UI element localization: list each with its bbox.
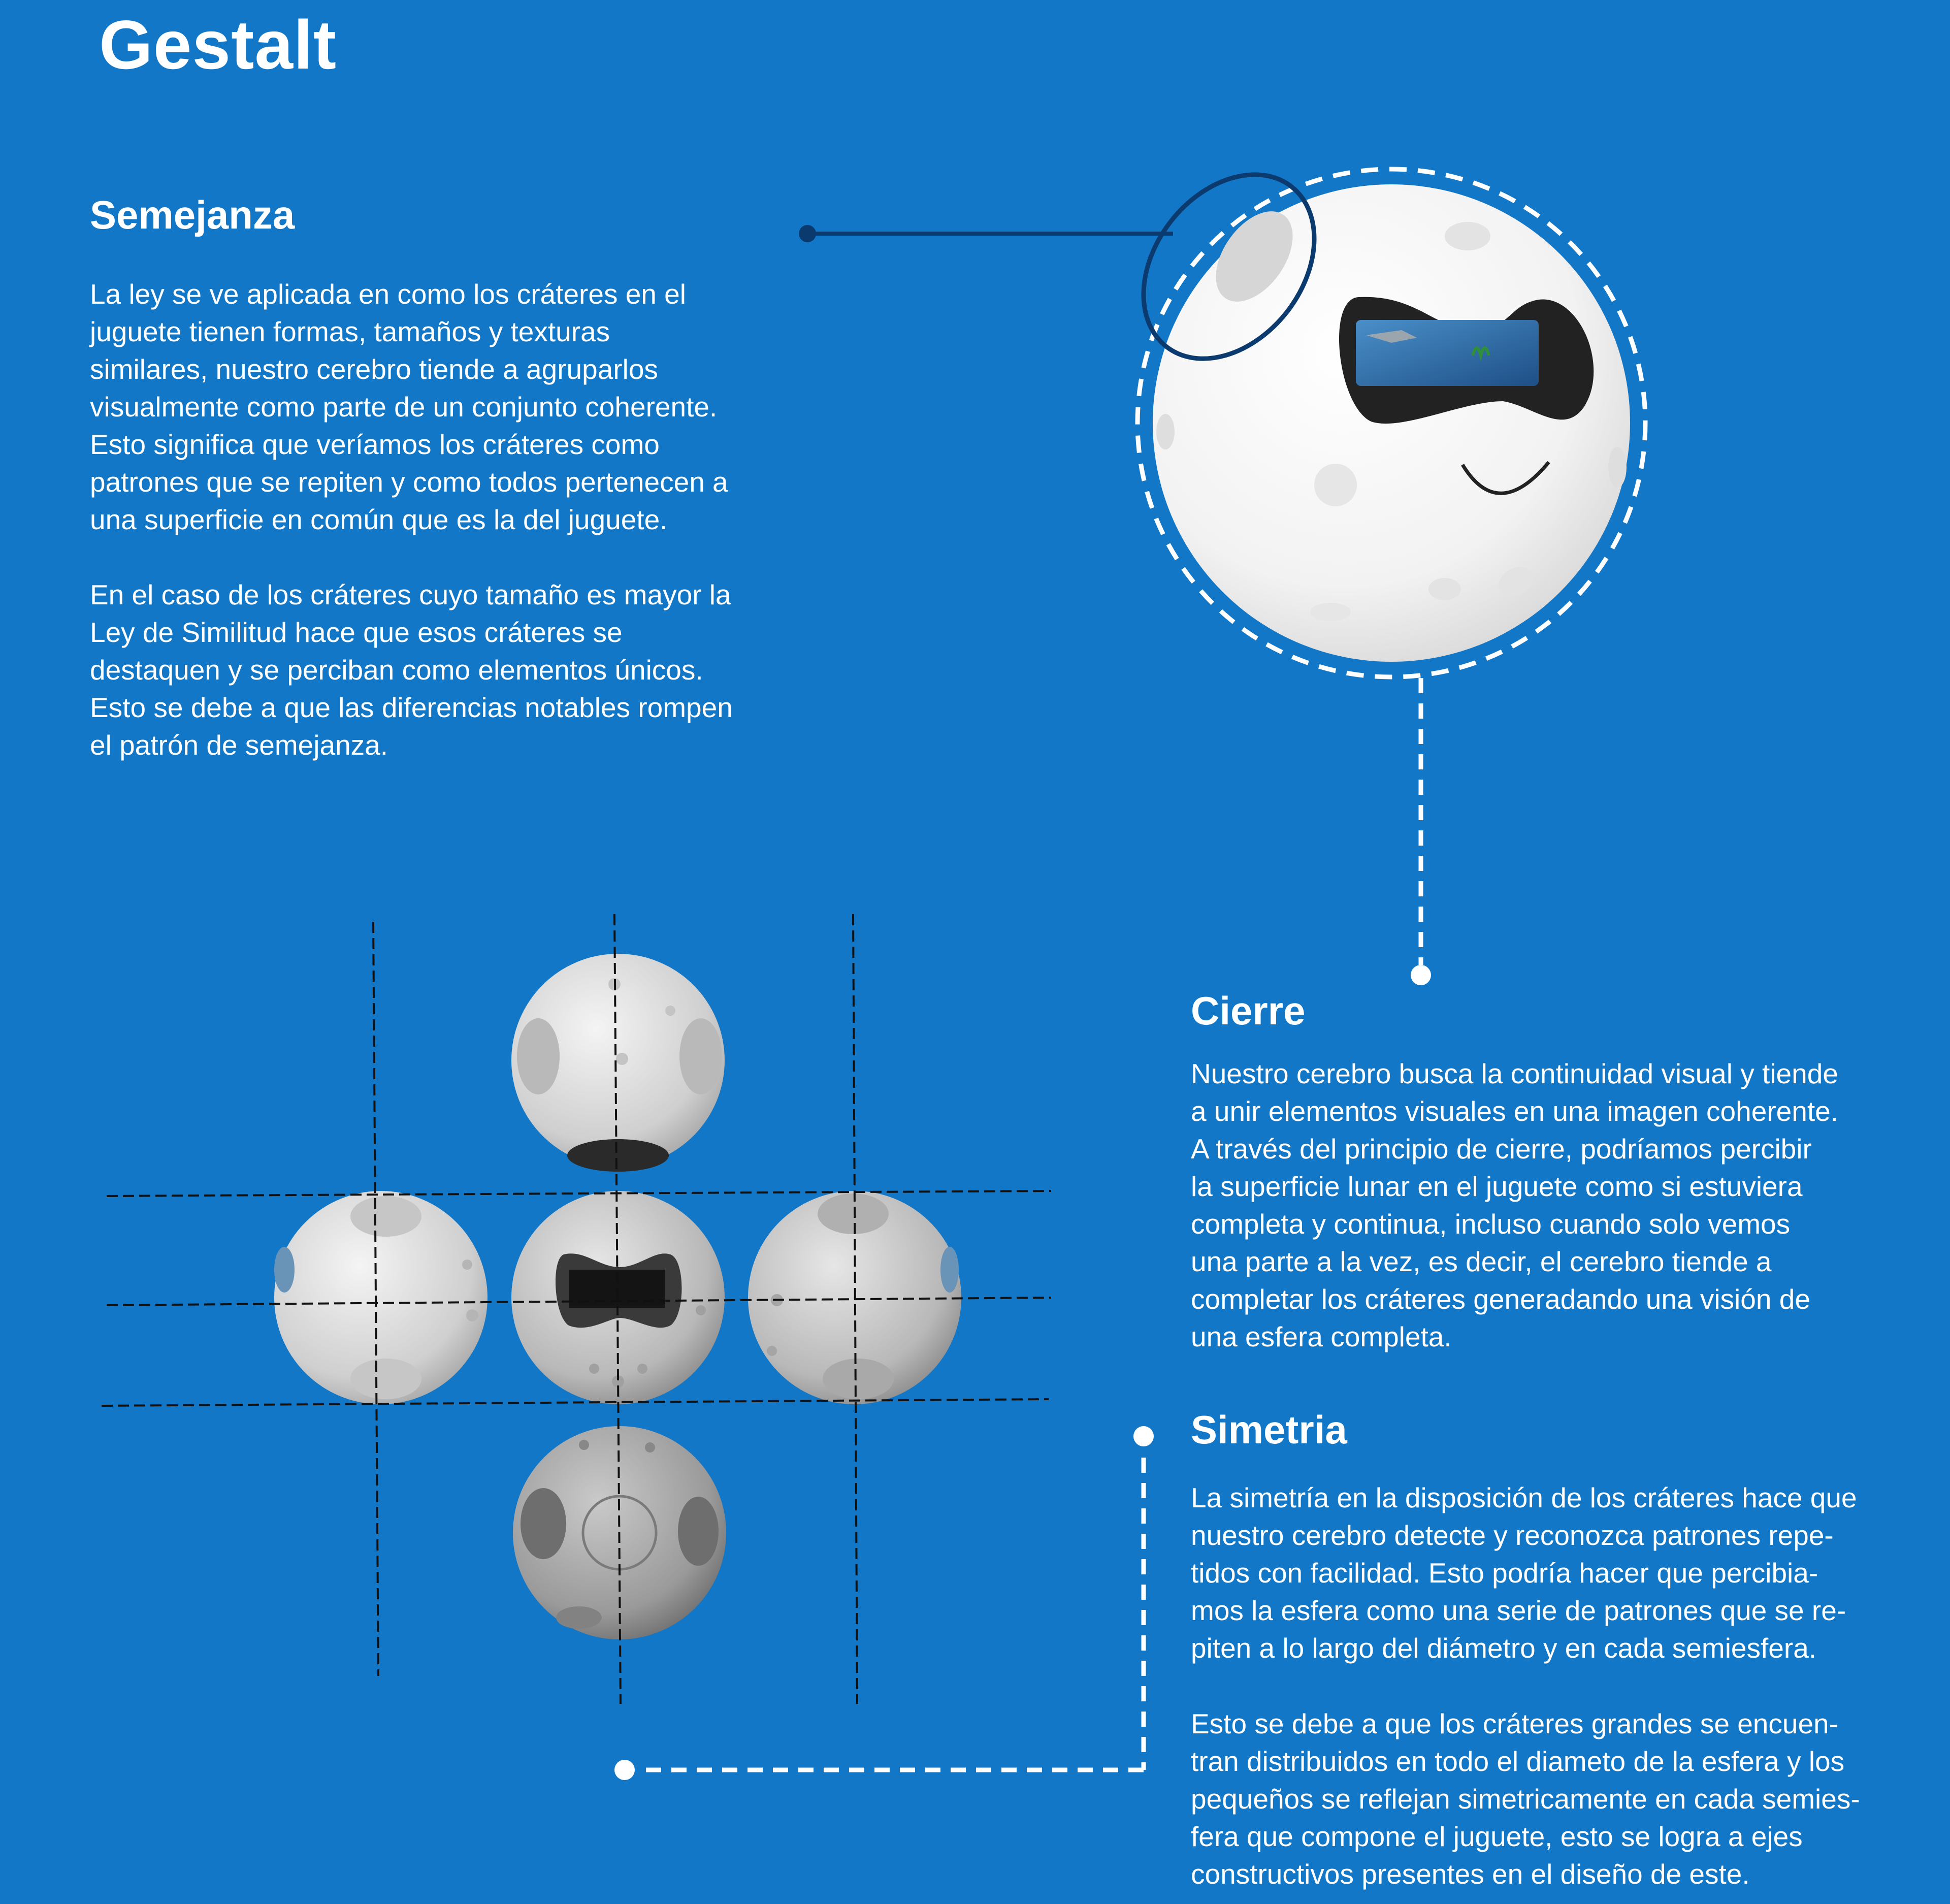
crater-icon: [274, 1247, 295, 1293]
sphere-top: [511, 954, 725, 1172]
cierre-paragraph: Nuestro cerebro busca la continuidad visual y tiende a unir elementos visuales en una imagen coherente. A través del principio de cierre, podríamos percibir la superficie lunar en el juguete como si estuviera completa y continua, incluso cuando solo vemos una parte a la vez, es decir, el cerebro tiende a completar los cráteres generadando una visión de una esfera completa.: [1191, 1058, 1838, 1352]
crater-icon: [466, 1309, 478, 1321]
crater-icon: [517, 1018, 560, 1094]
crater-icon: [665, 1006, 675, 1016]
crater-icon: [462, 1260, 472, 1270]
crater-icon: [818, 1193, 889, 1234]
semejanza-connector-dot: [799, 225, 816, 242]
crater-icon: [678, 1497, 719, 1566]
semejanza-paragraph-1: La ley se ve aplicada en como los cráteres en el juguete tienen formas, tamaños y texturas similares, nuestro cerebro tiende a agruparlos visualmente como parte de un conjunto coherente. Esto significa que veríamos los cráteres como patrones que se repiten y como todos pertenecen a una superficie en común que es la del juguete.: [90, 278, 728, 535]
crater-icon: [616, 1053, 628, 1065]
sphere-left: [274, 1191, 488, 1404]
crater-icon: [567, 1139, 669, 1172]
crater-icon: [350, 1196, 421, 1237]
simetria-paragraph-2: Esto se debe a que los cráteres grandes se encuen- tran distribuidos en todo el diameto de la esfera y los pequeños se reflejan simetricamente en cada semies- fera que compone el juguete, esto se logra a ejes constructivos presentes en el diseño de este.: [1191, 1708, 1860, 1890]
crater-icon: [823, 1359, 894, 1399]
crater-icon: [521, 1488, 566, 1559]
crater-icon: [645, 1442, 655, 1453]
crater-icon: [1608, 447, 1627, 488]
crater-icon: [1156, 414, 1175, 449]
semejanza-heading: Semejanza: [90, 192, 295, 237]
crater-icon: [589, 1364, 599, 1374]
crater-icon: [1428, 578, 1461, 600]
crater-icon: [579, 1440, 589, 1450]
crater-icon: [767, 1346, 777, 1356]
simetria-heading: Simetria: [1191, 1407, 1347, 1452]
cierre-heading: Cierre: [1191, 988, 1306, 1033]
moon-toy-illustration: [1109, 141, 1645, 677]
crater-icon: [679, 1018, 722, 1094]
crater-icon: [1445, 222, 1490, 250]
crater-icon: [556, 1606, 602, 1629]
simetria-paragraph-1: La simetría en la disposición de los cráteres hace que nuestro cerebro detecte y reconozca patrones repe- tidos con facilidad. Esto podría hacer que percibia- mos la esfera como una serie de patrones que se re- piten a lo largo del diámetro y en cada semiesfera.: [1191, 1482, 1857, 1664]
crater-icon: [1314, 464, 1357, 506]
page-title: Gestalt: [99, 6, 337, 83]
cierre-connector-dot: [1411, 965, 1431, 985]
crater-icon: [637, 1364, 647, 1374]
semejanza-paragraph-2: En el caso de los cráteres cuyo tamaño es mayor la Ley de Similitud hace que esos cráteres se destaquen y se perciban como elementos únicos. Esto se debe a que las diferencias notables rompen el patrón de semejanza.: [90, 579, 733, 761]
crater-icon: [350, 1359, 421, 1399]
crater-icon: [696, 1305, 706, 1315]
crater-icon: [940, 1247, 959, 1293]
simetria-connector-dot-bottom: [614, 1760, 635, 1780]
symmetry-spheres-diagram: [102, 914, 1051, 1704]
simetria-connector-dot-top: [1133, 1426, 1154, 1446]
aquarium-screen: [1356, 320, 1539, 386]
crater-icon: [1310, 603, 1351, 621]
